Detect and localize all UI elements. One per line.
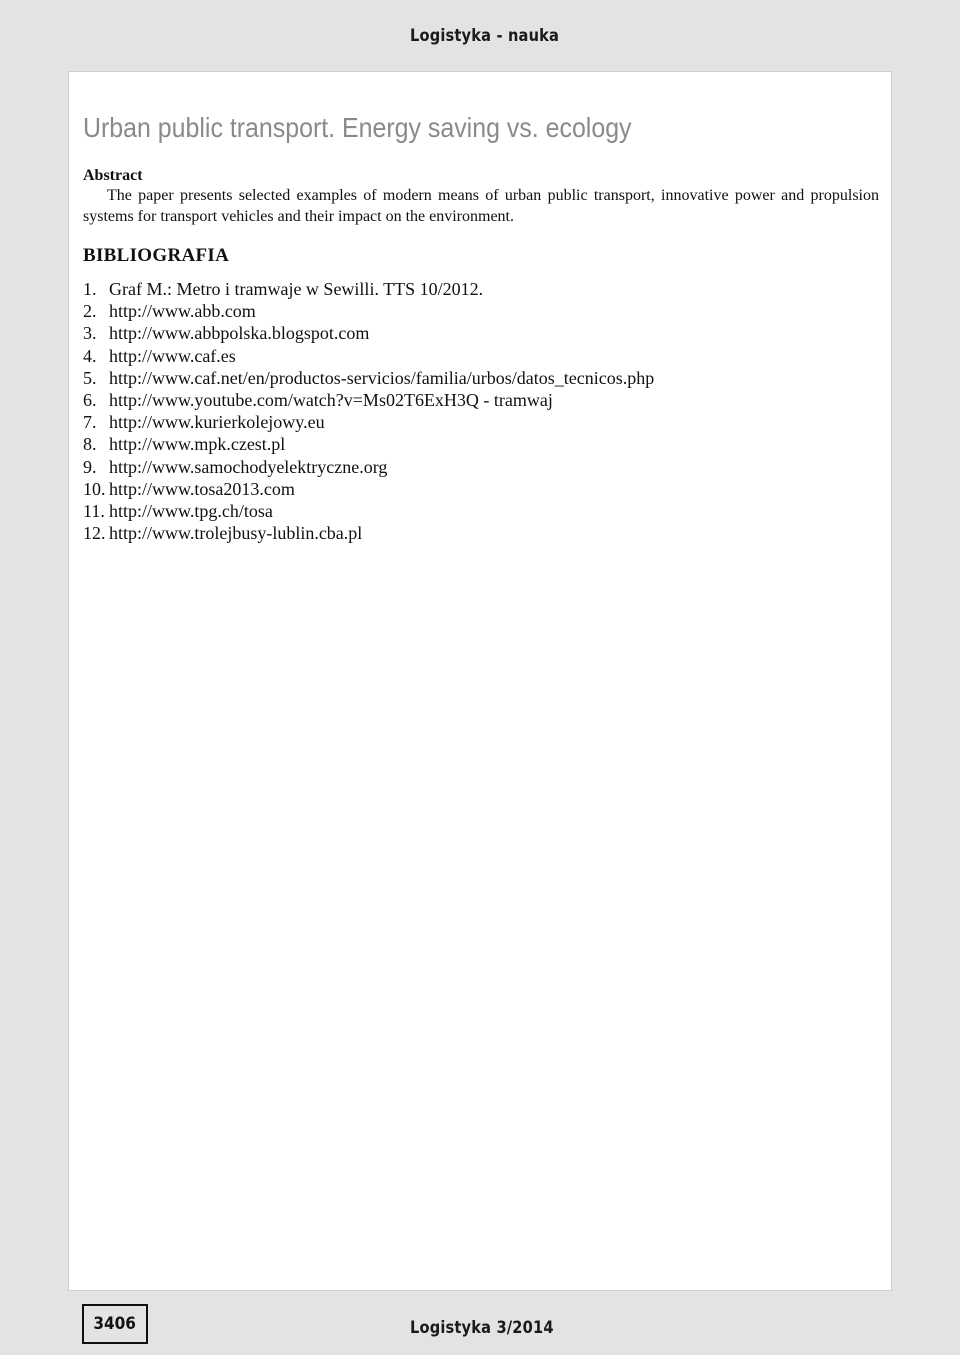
bibliography-item-number: 2.	[83, 301, 97, 322]
bibliography-item-number: 8.	[83, 434, 97, 455]
bibliography-item-link[interactable]: http://www.abbpolska.blogspot.com	[109, 323, 370, 344]
bibliography-item-link[interactable]: http://www.tosa2013.com	[109, 478, 295, 499]
abstract-heading: Abstract	[83, 167, 143, 184]
bibliography-item-link[interactable]: http://www.tpg.ch/tosa	[109, 500, 273, 521]
bibliography-item-link[interactable]: http://www.abb.com	[109, 301, 256, 322]
bibliography-item-text: Graf M.: Metro i tramwaje w Sewilli. TTS 10/2012.	[109, 279, 484, 299]
bibliography-item-number: 6.	[83, 389, 97, 410]
bibliography-item-link[interactable]: http://www.trolejbusy-lublin.cba.pl	[109, 523, 363, 544]
bibliography-item	[83, 389, 654, 411]
page-number: 3406	[93, 1314, 137, 1334]
bibliography-item	[83, 500, 654, 522]
bibliography-item-link[interactable]: http://www.kurierkolejowy.eu	[109, 412, 325, 433]
bibliography-item-number: 5.	[83, 367, 97, 388]
bibliography-item-link[interactable]: http://www.samochodyelektryczne.org	[109, 456, 388, 477]
bibliography-item	[83, 367, 654, 389]
bibliography-heading: BIBLIOGRAFIA	[83, 245, 230, 266]
bibliography-item	[83, 433, 654, 455]
abstract-text: The paper presents selected examples of modern means of urban public transport, innovative power and propulsion systems for transport vehicles and their impact on the environment.	[83, 187, 879, 225]
bibliography-item-link[interactable]: http://www.caf.net/en/productos-servicios/familia/urbos/datos_tecnicos.php	[109, 367, 655, 388]
bibliography-item-number: 9.	[83, 456, 97, 477]
bibliography-list	[83, 278, 654, 544]
bibliography-item-number: 3.	[83, 323, 97, 344]
page-content	[68, 71, 892, 1291]
journal-issue: Logistyka 3/2014	[410, 1318, 554, 1338]
bibliography-item	[83, 322, 654, 344]
bibliography-item-number: 10.	[83, 478, 106, 499]
bibliography-item-number: 12.	[83, 523, 106, 544]
bibliography-item	[83, 522, 654, 544]
bibliography-item	[83, 411, 654, 433]
article-title: Urban public transport. Energy saving vs. ecology	[83, 112, 632, 143]
running-header: Logistyka - nauka	[410, 26, 560, 46]
bibliography-item-number: 7.	[83, 412, 97, 433]
bibliography-item-number: 1.	[83, 279, 97, 299]
bibliography-item	[83, 278, 654, 300]
bibliography-item-link[interactable]: http://www.caf.es	[109, 345, 236, 366]
bibliography-item	[83, 456, 654, 478]
page-number-box	[82, 1304, 148, 1344]
bibliography-item	[83, 300, 654, 322]
bibliography-item-link[interactable]: http://www.mpk.czest.pl	[109, 434, 286, 455]
bibliography-item-number: 4.	[83, 345, 97, 366]
bibliography-item	[83, 345, 654, 367]
bibliography-item	[83, 478, 654, 500]
bibliography-item-number: 11.	[83, 500, 105, 521]
bibliography-item-link[interactable]: http://www.youtube.com/watch?v=Ms02T6ExH3Q - tramwaj	[109, 389, 553, 410]
